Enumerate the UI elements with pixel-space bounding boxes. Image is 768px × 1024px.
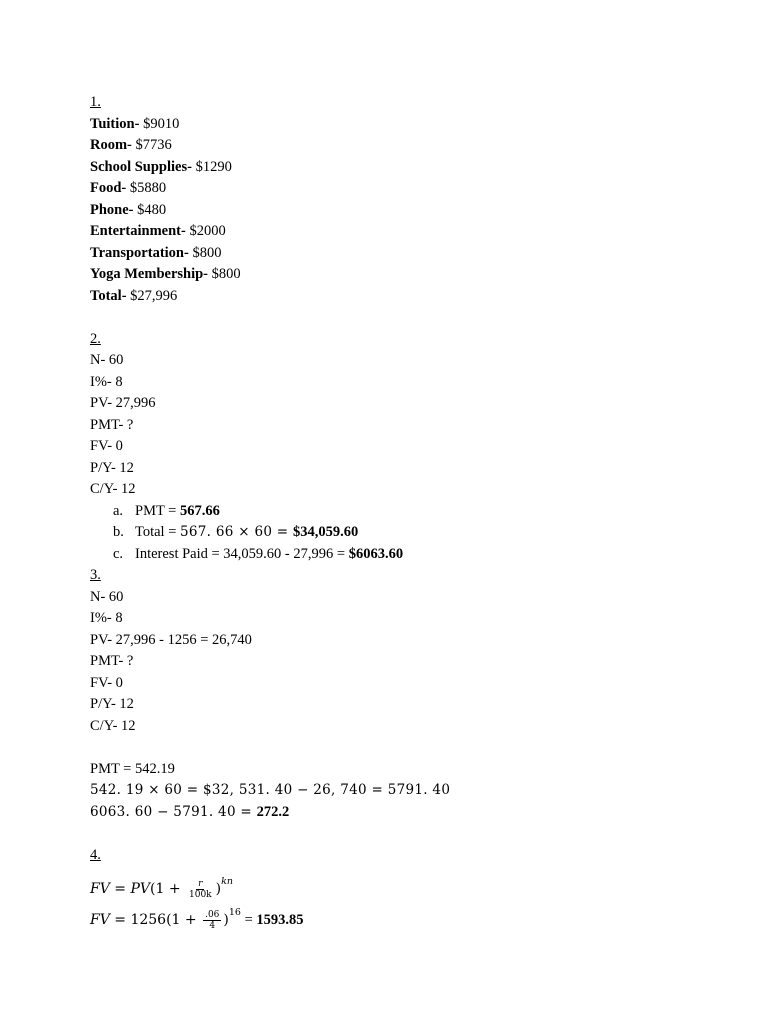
calc-fv: FV bbox=[90, 912, 110, 928]
calc-eq: = bbox=[240, 912, 257, 928]
formula-pv: PV bbox=[130, 881, 150, 897]
sub-label: c. bbox=[113, 545, 124, 562]
q2-interest: I%- 8 bbox=[90, 373, 123, 390]
sub-text: Total = bbox=[135, 524, 181, 540]
item-value: $7736 bbox=[131, 137, 172, 153]
item-value: $27,996 bbox=[126, 287, 178, 304]
calc-fraction bbox=[203, 910, 221, 931]
q3-pv: PV- 27,996 - 1256 = 26,740 bbox=[90, 631, 252, 648]
q4-calc bbox=[90, 897, 710, 932]
question-2-number: 2. bbox=[90, 330, 101, 347]
item-value: $2000 bbox=[185, 223, 226, 239]
spacer bbox=[90, 823, 710, 845]
q4-formula bbox=[90, 866, 710, 901]
item-label: Yoga Membership- bbox=[90, 266, 209, 282]
item-label: Total- bbox=[90, 287, 127, 304]
q2-n: N- 60 bbox=[90, 352, 124, 368]
budget-item-transportation bbox=[90, 243, 710, 265]
sub-answer: $34,059.60 bbox=[293, 524, 359, 540]
q3-fv: FV- 0 bbox=[90, 674, 123, 691]
item-value: $5880 bbox=[126, 180, 167, 196]
q2-pv: PV- 27,996 bbox=[90, 395, 156, 411]
budget-item-entertainment bbox=[90, 221, 710, 243]
budget-item-food bbox=[90, 178, 710, 200]
budget-item-phone bbox=[90, 200, 710, 222]
fraction-numerator: .06 bbox=[205, 910, 220, 921]
item-value: $1290 bbox=[191, 158, 232, 175]
item-label: Phone- bbox=[90, 201, 134, 218]
item-value: $480 bbox=[133, 201, 167, 218]
sub-text: PMT = bbox=[135, 502, 180, 519]
budget-item-yoga bbox=[90, 264, 710, 286]
budget-item-room bbox=[90, 135, 710, 157]
q3-interest: I%- 8 bbox=[90, 610, 123, 626]
item-label: Food- bbox=[90, 180, 127, 196]
document-page bbox=[90, 92, 710, 932]
question-3-number: 3. bbox=[90, 567, 101, 583]
formula-open: (1 + bbox=[150, 881, 185, 897]
sub-label: a. bbox=[113, 502, 124, 519]
budget-item-total bbox=[90, 286, 710, 308]
spacer bbox=[90, 307, 710, 329]
q2-cy: C/Y- 12 bbox=[90, 481, 136, 497]
formula-close: ) bbox=[215, 881, 222, 897]
sub-answer: $6063.60 bbox=[348, 545, 404, 562]
formula-fv: FV bbox=[90, 881, 110, 897]
calc-exponent: 16 bbox=[228, 907, 241, 918]
item-label: School Supplies- bbox=[90, 158, 192, 175]
item-label: Entertainment- bbox=[90, 223, 186, 239]
q3-cy: C/Y- 12 bbox=[90, 717, 136, 734]
item-label: Transportation- bbox=[90, 244, 189, 261]
diff-math: 6063. 60 − 5791. 40 = bbox=[90, 803, 257, 820]
q3-pmt: PMT- ? bbox=[90, 653, 134, 669]
formula-eq: = bbox=[109, 881, 131, 897]
item-value: $9010 bbox=[139, 115, 180, 132]
fraction-denominator: 4 bbox=[209, 921, 216, 932]
q2-pmt: PMT- ? bbox=[90, 416, 134, 433]
budget-item-school-supplies bbox=[90, 157, 710, 179]
sub-label: b. bbox=[113, 524, 124, 540]
q2-sub-c bbox=[90, 544, 710, 566]
sub-answer: 567.66 bbox=[179, 502, 220, 519]
q2-py: P/Y- 12 bbox=[90, 459, 134, 476]
calc-close: ) bbox=[223, 912, 229, 928]
item-value: $800 bbox=[208, 266, 241, 282]
formula-exponent: kn bbox=[221, 876, 233, 887]
q3-py: P/Y- 12 bbox=[90, 696, 134, 712]
item-label: Tuition- bbox=[90, 115, 140, 132]
budget-list bbox=[90, 114, 710, 308]
item-value: $800 bbox=[188, 244, 222, 261]
fraction-denominator: 100k bbox=[189, 890, 212, 901]
q3-calc-total: 542. 19 × 60 = $32, 531. 40 − 26, 740 = 5791. 40 bbox=[90, 782, 451, 798]
budget-item-tuition bbox=[90, 114, 710, 136]
q2-sub-b bbox=[90, 522, 710, 544]
diff-answer: 272.2 bbox=[256, 803, 290, 820]
q3-n: N- 60 bbox=[90, 588, 124, 605]
sub-text: Interest Paid = 34,059.60 - 27,996 = bbox=[135, 545, 349, 562]
item-label: Room- bbox=[90, 137, 132, 153]
question-1-number: 1. bbox=[90, 94, 101, 110]
sub-math: 567. 66 × 60 = bbox=[180, 524, 294, 540]
q2-sub-a bbox=[90, 501, 710, 523]
calc-answer: 1593.85 bbox=[256, 912, 304, 928]
calc-mid: = 1256(1 + bbox=[109, 912, 202, 928]
question-4-number: 4. bbox=[90, 846, 101, 863]
q2-fv: FV- 0 bbox=[90, 438, 123, 454]
fraction-numerator: r bbox=[198, 879, 203, 890]
spacer bbox=[90, 737, 710, 759]
q3-pmt-result: PMT = 542.19 bbox=[90, 760, 175, 777]
q3-calc-diff bbox=[90, 802, 710, 824]
